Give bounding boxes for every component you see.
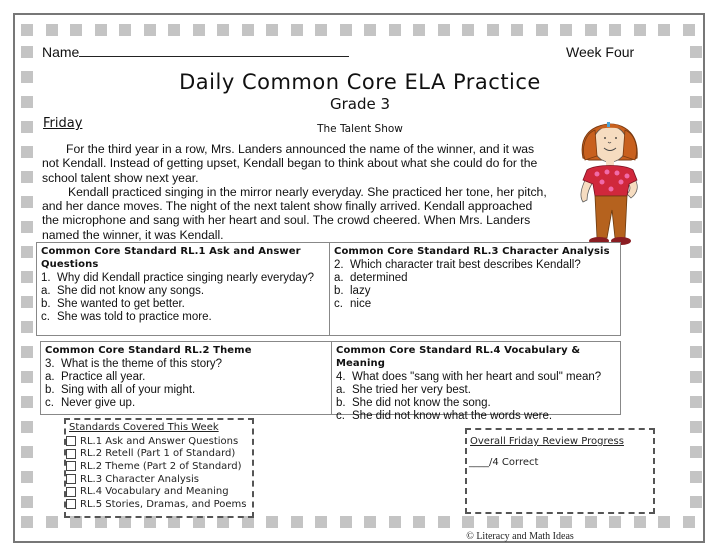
border-dot — [536, 24, 548, 36]
border-dot — [193, 24, 205, 36]
standard-item: RL.3 Character Analysis — [66, 473, 252, 486]
border-dot — [291, 24, 303, 36]
border-dot — [658, 24, 670, 36]
reading-passage — [42, 142, 552, 242]
border-dot — [690, 446, 702, 458]
score-field[interactable]: ____/4 Correct — [469, 457, 539, 468]
border-dot — [70, 24, 82, 36]
answer-option-b[interactable]: b. Sing with all of your might. — [45, 384, 196, 396]
border-dot — [119, 24, 131, 36]
question-text: 3. What is the theme of this story? — [45, 358, 223, 370]
border-dot — [511, 24, 523, 36]
standard-item: RL.2 Theme (Part 2 of Standard) — [66, 460, 252, 473]
border-dot — [21, 516, 33, 528]
border-dot — [438, 24, 450, 36]
border-dot — [364, 24, 376, 36]
border-dot — [511, 516, 523, 528]
standard-item: RL.1 Ask and Answer Questions — [66, 435, 252, 448]
border-dot — [683, 24, 695, 36]
border-dot — [690, 171, 702, 183]
border-dot — [21, 321, 33, 333]
border-dot — [21, 146, 33, 158]
border-dot — [21, 46, 33, 58]
question-box-3 — [40, 341, 332, 415]
border-dot — [413, 516, 425, 528]
standard-label: Common Core Standard RL.3 Character Analysis — [334, 246, 610, 257]
standards-heading: Standards Covered This Week — [69, 422, 219, 433]
answer-option-b[interactable]: b. lazy — [334, 285, 371, 297]
border-dot — [462, 516, 474, 528]
girl-illustration — [575, 118, 645, 248]
answer-option-b[interactable]: b. She wanted to get better. — [41, 298, 185, 310]
standard-checkbox[interactable] — [66, 499, 76, 509]
name-label: Name — [42, 44, 80, 60]
standard-checkbox[interactable] — [66, 474, 76, 484]
border-dot — [560, 24, 572, 36]
border-dot — [46, 516, 58, 528]
border-dot — [585, 24, 597, 36]
border-dot — [413, 24, 425, 36]
border-dot — [21, 421, 33, 433]
border-dot — [266, 24, 278, 36]
question-text: 4. What does "sang with her heart and soul" mean? — [336, 371, 602, 383]
border-dot — [291, 516, 303, 528]
border-dot — [690, 246, 702, 258]
border-dot — [21, 271, 33, 283]
border-dot — [242, 24, 254, 36]
copyright-footer: © Literacy and Math Ideas — [466, 531, 574, 542]
border-dot — [21, 296, 33, 308]
name-blank-line[interactable] — [79, 44, 349, 57]
standard-checkbox[interactable] — [66, 436, 76, 446]
border-dot — [438, 516, 450, 528]
border-dot — [690, 46, 702, 58]
border-dot — [634, 516, 646, 528]
question-box-2 — [329, 242, 621, 336]
answer-option-a[interactable]: a. She did not know any songs. — [41, 285, 205, 297]
answer-option-c[interactable]: c. She did not know what the words were. — [336, 410, 553, 422]
border-dot — [95, 24, 107, 36]
border-dot — [21, 446, 33, 458]
question-text: 1. Why did Kendall practice singing nearly everyday? — [41, 272, 314, 284]
border-dot — [609, 24, 621, 36]
border-dot — [690, 321, 702, 333]
standard-item: RL.4 Vocabulary and Meaning — [66, 485, 252, 498]
story-title: The Talent Show — [317, 123, 403, 135]
border-dot — [21, 346, 33, 358]
border-dot — [389, 24, 401, 36]
answer-option-c[interactable]: c. Never give up. — [45, 397, 136, 409]
border-dot — [21, 171, 33, 183]
border-dot — [21, 396, 33, 408]
standard-label: Common Core Standard RL.1 Ask and Answer Questions — [41, 246, 301, 270]
border-dot — [340, 24, 352, 36]
border-dot — [315, 516, 327, 528]
progress-heading: Overall Friday Review Progress — [470, 436, 624, 447]
border-dot — [690, 346, 702, 358]
answer-option-c[interactable]: c. She was told to practice more. — [41, 311, 212, 323]
standard-label: Common Core Standard RL.4 Vocabulary & Meaning — [336, 345, 581, 369]
border-dot — [683, 516, 695, 528]
review-progress-box — [465, 428, 655, 514]
passage-paragraph: Kendall practiced singing in the mirror nearly everyday. She practiced her tone, her pitch, and her dance moves. The night of the next talent show finally arrived. Kendall approached the microphone and sang with her heart and soul. The crowd cheered. When Mrs. Landers named the winner, it was Kendall. — [42, 184, 547, 242]
standards-covered-box — [64, 418, 254, 518]
border-dot — [21, 246, 33, 258]
border-dot — [21, 196, 33, 208]
border-dot — [217, 24, 229, 36]
standard-label: Common Core Standard RL.2 Theme — [45, 345, 252, 356]
standard-checkbox[interactable] — [66, 461, 76, 471]
border-dot — [658, 516, 670, 528]
border-dot — [21, 471, 33, 483]
border-dot — [560, 516, 572, 528]
border-dot — [690, 421, 702, 433]
day-label: Friday — [43, 116, 83, 131]
border-dot — [536, 516, 548, 528]
border-dot — [364, 516, 376, 528]
question-box-1 — [36, 242, 330, 336]
border-dot — [21, 496, 33, 508]
border-dot — [21, 371, 33, 383]
border-dot — [389, 516, 401, 528]
border-dot — [690, 471, 702, 483]
answer-option-a[interactable]: a. Practice all year. — [45, 371, 146, 383]
answer-option-c[interactable]: c. nice — [334, 298, 372, 310]
border-dot — [634, 24, 646, 36]
border-dot — [21, 221, 33, 233]
answer-option-a[interactable]: a. determined — [334, 272, 408, 284]
border-dot — [690, 271, 702, 283]
border-dot — [462, 24, 474, 36]
border-dot — [690, 396, 702, 408]
name-field[interactable] — [42, 44, 349, 60]
standard-item: RL.5 Stories, Dramas, and Poems — [66, 498, 252, 511]
border-dot — [690, 196, 702, 208]
grade-label: Grade 3 — [329, 95, 391, 113]
question-text: 2. Which character trait best describes Kendall? — [334, 259, 581, 271]
question-box-4 — [331, 341, 621, 422]
border-dot — [46, 24, 58, 36]
border-dot — [21, 24, 33, 36]
border-dot — [144, 24, 156, 36]
standard-item: RL.2 Retell (Part 1 of Standard) — [66, 448, 252, 461]
week-label: Week Four — [566, 44, 635, 60]
passage-paragraph: For the third year in a row, Mrs. Landers announced the name of the winner, and it was not Kendall. Instead of getting upset, Kendall began to think about what she could do for the school talent show next year. — [42, 142, 538, 185]
border-dot — [690, 371, 702, 383]
page-title: Daily Common Core ELA Practice — [179, 70, 541, 94]
border-dot — [690, 296, 702, 308]
border-dot — [690, 496, 702, 508]
border-dot — [487, 516, 499, 528]
answer-option-a[interactable]: a. She tried her very best. — [336, 384, 471, 396]
border-dot — [585, 516, 597, 528]
answer-option-b[interactable]: b. She did not know the song. — [336, 397, 491, 409]
border-dot — [266, 516, 278, 528]
standard-checkbox[interactable] — [66, 487, 76, 497]
standard-checkbox[interactable] — [66, 449, 76, 459]
border-dot — [340, 516, 352, 528]
border-dot — [609, 516, 621, 528]
border-dot — [168, 24, 180, 36]
border-dot — [690, 221, 702, 233]
border-dot — [487, 24, 499, 36]
border-dot — [315, 24, 327, 36]
border-dot — [690, 146, 702, 158]
